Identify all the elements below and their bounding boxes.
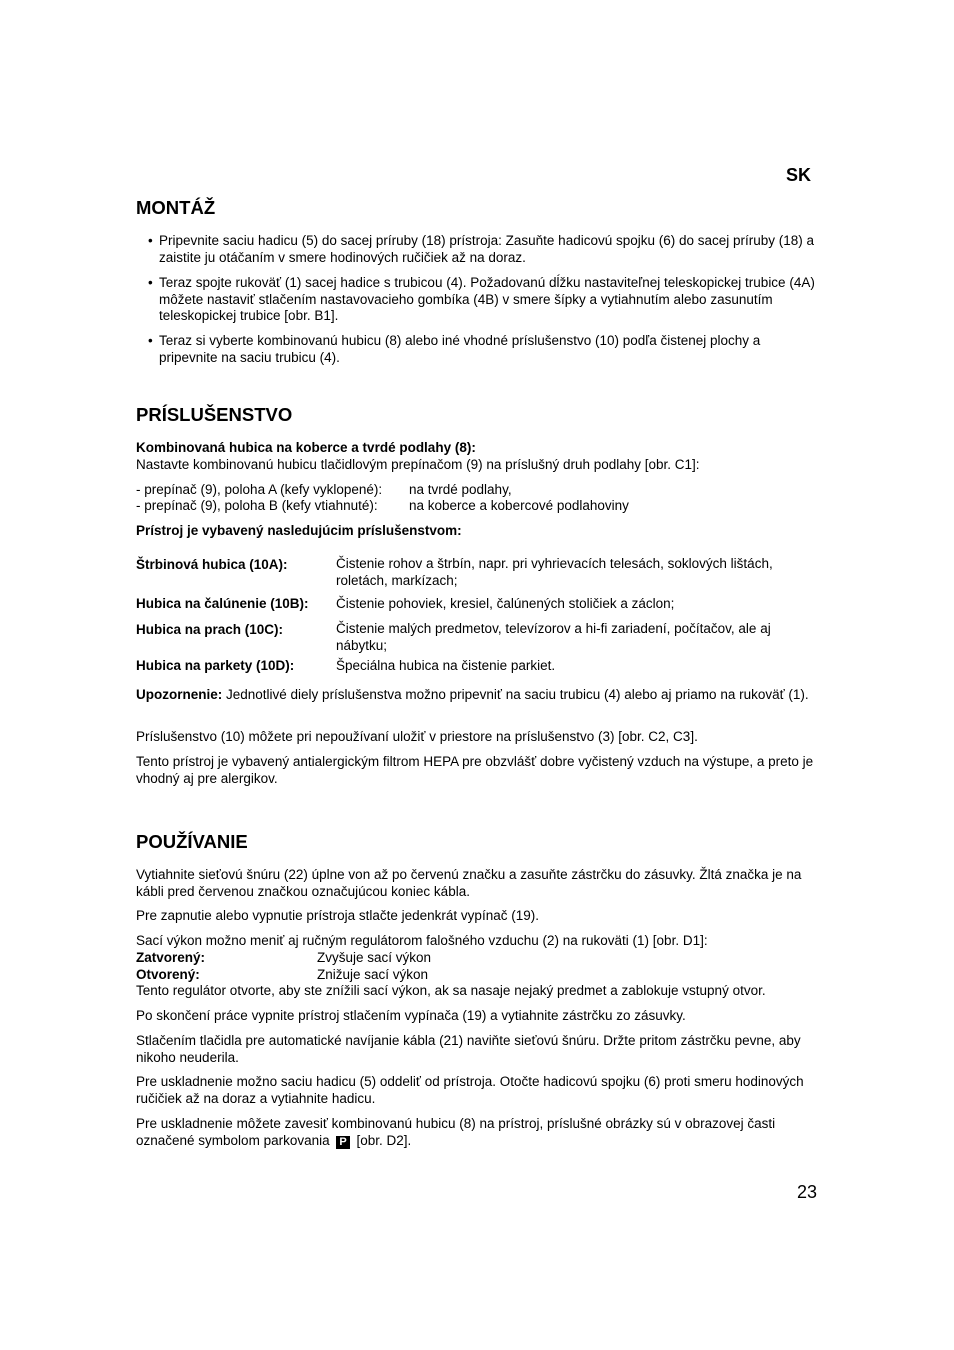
bullet: • <box>148 233 153 248</box>
accessory-name: Hubica na prach (10C): <box>136 622 284 637</box>
regulator-closed-value: Zvyšuje sací výkon <box>317 950 432 965</box>
switch-position-a: - prepínač (9), poloha A (kefy vyklopené): <box>136 482 383 497</box>
page-number: 23 <box>797 1182 818 1202</box>
paragraph: Pre uskladnenie možno saciu hadicu (5) oddeliť od prístroja. Otočte hadicovú spojku (6) proti smeru hodinových ručičiek až na doraz a vytiahnite hadicu. <box>136 1074 804 1106</box>
hepa-paragraph: Tento prístroj je vybavený antialergickým filtrom HEPA pre obzvlášť dobre vyčistený vzduch na výstupe, a preto je vhodný aj pre alergikov. <box>136 754 814 786</box>
accessory-desc: Špeciálna hubica na čistenie parkiet. <box>336 658 556 673</box>
paragraph <box>136 1116 818 1149</box>
regulator-closed-label: Zatvorený: <box>136 950 206 965</box>
note-paragraph <box>136 687 818 704</box>
accessory-name: Hubica na čalúnenie (10B): <box>136 596 309 611</box>
equipped-heading: Prístroj je vybavený nasledujúcim príslušenstvom: <box>136 523 462 538</box>
list-item <box>148 275 820 325</box>
switch-position-b-value: na koberce a kobercové podlahoviny <box>409 498 629 513</box>
accessory-name: Hubica na parkety (10D): <box>136 658 295 673</box>
regulator-open-label: Otvorený: <box>136 967 200 982</box>
parking-symbol-icon: P <box>336 1136 349 1149</box>
paragraph-text: Pre uskladnenie môžete zavesiť kombinovanú hubicu (8) na prístroj, príslušné obrázky sú v obrazovej časti označené symbolom parkovania <box>136 1116 776 1148</box>
paragraph-text: [obr. D2]. <box>356 1132 412 1148</box>
accessory-desc: Čistenie malých predmetov, televízorov a hi-fi zariadení, počítačov, ale aj nábytku; <box>336 621 771 653</box>
accessory-desc: Čistenie rohov a štrbín, napr. pri vyhrievacích telesách, soklových lištách, roletách, markízach; <box>336 556 773 588</box>
paragraph: Pre zapnutie alebo vypnutie prístroja stlačte jedenkrát vypínač (19). <box>136 908 539 923</box>
paragraph: Tento regulátor otvorte, aby ste znížili sací výkon, ak sa nasaje nejaký predmet a zablokuje vstupný otvor. <box>136 983 766 998</box>
note-text: Jednotlivé diely príslušenstva možno pripevniť na saciu trubicu (4) alebo aj priamo na rukoväť (1). <box>222 687 809 702</box>
list-item-text: Teraz si vyberte kombinovanú hubicu (8) alebo iné vhodné príslušenstvo (10) podľa čistenej plochy a pripevnite na saciu trubicu (4). <box>159 333 761 365</box>
list-item <box>148 333 820 366</box>
paragraph: Sací výkon možno meniť aj ručným regulátorom falošného vzduchu (2) na rukoväti (1) [obr. D1]: <box>136 933 708 948</box>
accessory-desc: Čistenie pohoviek, kresiel, čalúnených stoličiek a záclon; <box>336 596 675 611</box>
combi-nozzle-title: Kombinovaná hubica na koberce a tvrdé podlahy (8): <box>136 440 476 455</box>
paragraph: Stlačením tlačidla pre automatické navíjanie kábla (21) naviňte sieťovú šnúru. Držte pritom zástrčku pevne, aby nikoho neuderila. <box>136 1033 801 1065</box>
switch-position-a-value: na tvrdé podlahy, <box>409 482 512 497</box>
bullet: • <box>148 275 153 290</box>
list-item-text: Teraz spojte rukoväť (1) sacej hadice s trubicou (4). Požadovanú dĺžku nastaviteľnej teleskopickej trubice (4A) môžete nastaviť stlačením nastavovacieho gombíka (4B) v smere šípky a vytiahnutím alebo zasunutím teleskopickej trubice [obr. B1]. <box>159 275 815 323</box>
combi-nozzle-text: Nastavte kombinovanú hubicu tlačidlovým prepínačom (9) na príslušný druh podlahy [obr. C1]: <box>136 457 700 472</box>
heading-pouzivanie: POUŽÍVANIE <box>136 831 248 852</box>
regulator-open-value: Znižuje sací výkon <box>317 967 429 982</box>
heading-montaz: MONTÁŽ <box>136 197 216 218</box>
list-item <box>148 233 820 266</box>
accessory-name: Štrbinová hubica (10A): <box>136 557 288 572</box>
note-label: Upozornenie: <box>136 687 223 702</box>
paragraph: Po skončení práce vypnite prístroj stlačením vypínača (19) a vytiahnite zástrčku zo zásuvky. <box>136 1008 686 1023</box>
storage-paragraph: Príslušenstvo (10) môžete pri nepoužívaní uložiť v priestore na príslušenstvo (3) [obr. C2, C3]. <box>136 729 698 744</box>
paragraph: Vytiahnite sieťovú šnúru (22) úplne von až po červenú značku a zasuňte zástrčku do zásuvky. Žltá značka je na kábli pred červenou značkou označujúcou koniec kábla. <box>136 867 802 899</box>
switch-position-b: - prepínač (9), poloha B (kefy vtiahnuté): <box>136 498 378 513</box>
heading-prislusenstvo: PRÍSLUŠENSTVO <box>136 404 293 425</box>
language-code: SK <box>786 165 812 185</box>
list-item-text: Pripevnite saciu hadicu (5) do sacej príruby (18) prístroja: Zasuňte hadicovú spojku (6) do sacej príruby (18) a zaistite ju otáčaním v smere hodinových ručičiek až na doraz. <box>159 233 815 265</box>
bullet: • <box>148 333 153 348</box>
